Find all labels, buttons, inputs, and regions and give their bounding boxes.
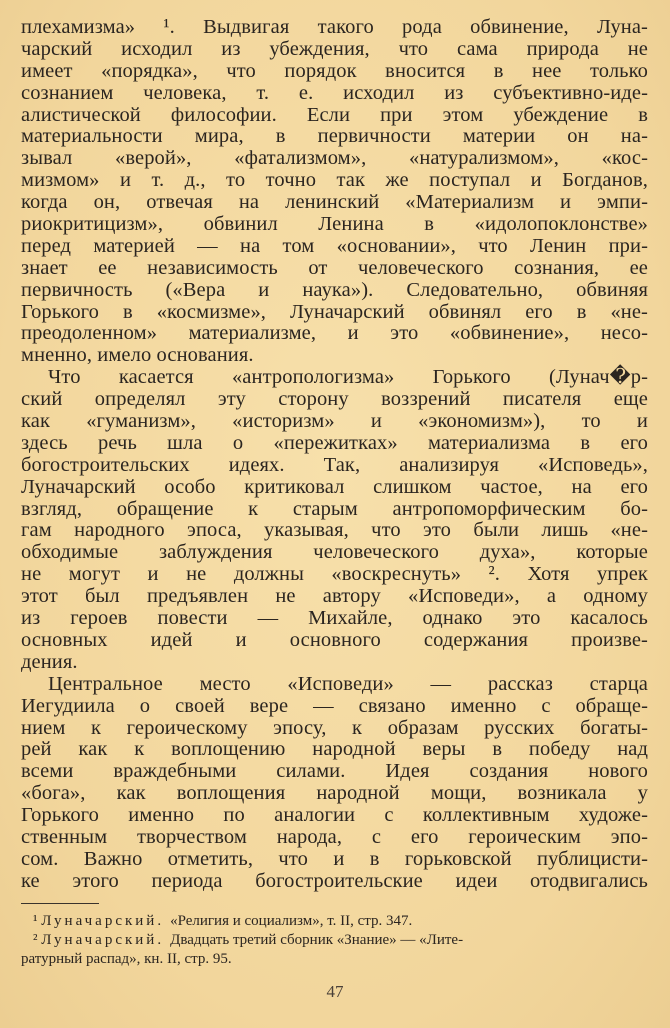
footnote-2 bbox=[21, 931, 648, 950]
text-line: преодоленном» материализме, и это «обвинение», несо- bbox=[21, 322, 648, 345]
text-line: когда он, отвечая на ленинский «Материализм и эмпи- bbox=[21, 191, 648, 214]
text-line: сом. Важно отметить, что и в горьковской публицисти- bbox=[21, 847, 648, 870]
footnote-author: Луначарский. bbox=[41, 932, 165, 948]
footnote-text: Двадцать третий сборник «Знание» — «Лите- bbox=[170, 932, 464, 948]
text-line: знает ее независимость от человеческого сознания, ее bbox=[21, 256, 648, 279]
text-line: этот был предъявлен не автору «Исповеди», а одному bbox=[21, 585, 648, 608]
footnote-2-continuation: ратурный распад», кн. II, стр. 95. bbox=[21, 951, 232, 967]
footnote-text: «Религия и социализм», т. II, стр. 347. bbox=[170, 913, 413, 929]
text-line: мненно, имело основания. bbox=[21, 344, 254, 367]
text-line: богостроительских идеях. Так, анализируя «Исповедь», bbox=[21, 453, 648, 476]
text-line: здесь речь шла о «пережитках» материализма в его bbox=[21, 431, 648, 454]
text-line: основных идей и основного содержания произве- bbox=[21, 628, 648, 651]
text-line: ке этого периода богостроительские идеи отодвигались bbox=[21, 869, 648, 892]
text-line: мизмом» и т. д., то точно так же поступал и Богданов, bbox=[21, 169, 648, 192]
text-line: Иегудиила о своей вере — связано именно с обраще- bbox=[21, 694, 648, 717]
text-line: ственным творчеством народа, с его героическим эпо- bbox=[21, 825, 648, 848]
footnote-1 bbox=[21, 912, 648, 931]
text-line: Луначарский особо критиковал слишком частое, на его bbox=[21, 475, 648, 498]
text-line: ский определял эту сторону воззрений писателя еще bbox=[21, 388, 648, 411]
text-line: дения. bbox=[21, 650, 78, 673]
text-line: зывал «верой», «фатализмом», «натурализмом», «кос- bbox=[21, 147, 648, 170]
footnote-mark: ² bbox=[33, 932, 38, 948]
text-line: как «гуманизм», «историзм» и «экономизм»), то и bbox=[21, 410, 648, 433]
text-line: нием к героическому эпосу, к образам русских богаты- bbox=[21, 716, 648, 739]
text-line: риокритицизм», обвинил Ленина в «идолопоклонстве» bbox=[21, 213, 648, 236]
footnote-author: Луначарский. bbox=[41, 913, 165, 929]
text-line: не могут и не должны «воскреснуть» ². Хотя упрек bbox=[21, 563, 648, 586]
text-line: сознанием человека, т. е. исходил из субъективно-иде- bbox=[21, 81, 648, 104]
text-line: первичность («Вера и наука»). Следовательно, обвиняя bbox=[21, 278, 648, 301]
text-line: Центральное место «Исповеди» — рассказ старца bbox=[48, 672, 648, 695]
text-line: плехамизма» ¹. Выдвигая такого рода обвинение, Луна- bbox=[21, 16, 648, 38]
text-line: взгляд, обращение к старым антропоморфическим бо- bbox=[21, 497, 648, 520]
text-line: обходимые заблуждения человеческого духа», которые bbox=[21, 541, 648, 564]
text-line: гам народного эпоса, указывая, что это были лишь «не- bbox=[21, 519, 648, 542]
text-line: Горького именно по аналогии с коллективным художе- bbox=[21, 804, 648, 827]
text-line: материальности мира, в первичности материи он на- bbox=[21, 125, 648, 148]
body-text bbox=[21, 17, 648, 893]
text-line: имеет «порядка», что порядок вносится в нее только bbox=[21, 59, 648, 82]
text-line: перед материей — на том «основании», что Ленин при- bbox=[21, 234, 648, 257]
text-line: «бога», как воплощения народной мощи, возникала у bbox=[21, 782, 648, 805]
footnote-mark: ¹ bbox=[33, 913, 38, 929]
footnotes bbox=[21, 912, 648, 969]
text-line: Что касается «антропологизма» Горького (Лунач�р- bbox=[48, 366, 648, 389]
footnote-divider bbox=[21, 903, 99, 904]
text-line: из героев повести — Михайле, однако это касалось bbox=[21, 607, 648, 630]
page-number: 47 bbox=[326, 982, 344, 1001]
text-line: алистической философии. Если при этом убеждение в bbox=[21, 103, 648, 126]
text-line: Горького в «космизме», Луначарский обвинял его в «не- bbox=[21, 300, 648, 323]
text-line: всеми враждебными силами. Идея создания нового bbox=[21, 760, 648, 783]
text-line: рей как к воплощению народной веры в победу над bbox=[21, 738, 648, 761]
text-line: чарский исходил из убеждения, что сама природа не bbox=[21, 37, 648, 60]
